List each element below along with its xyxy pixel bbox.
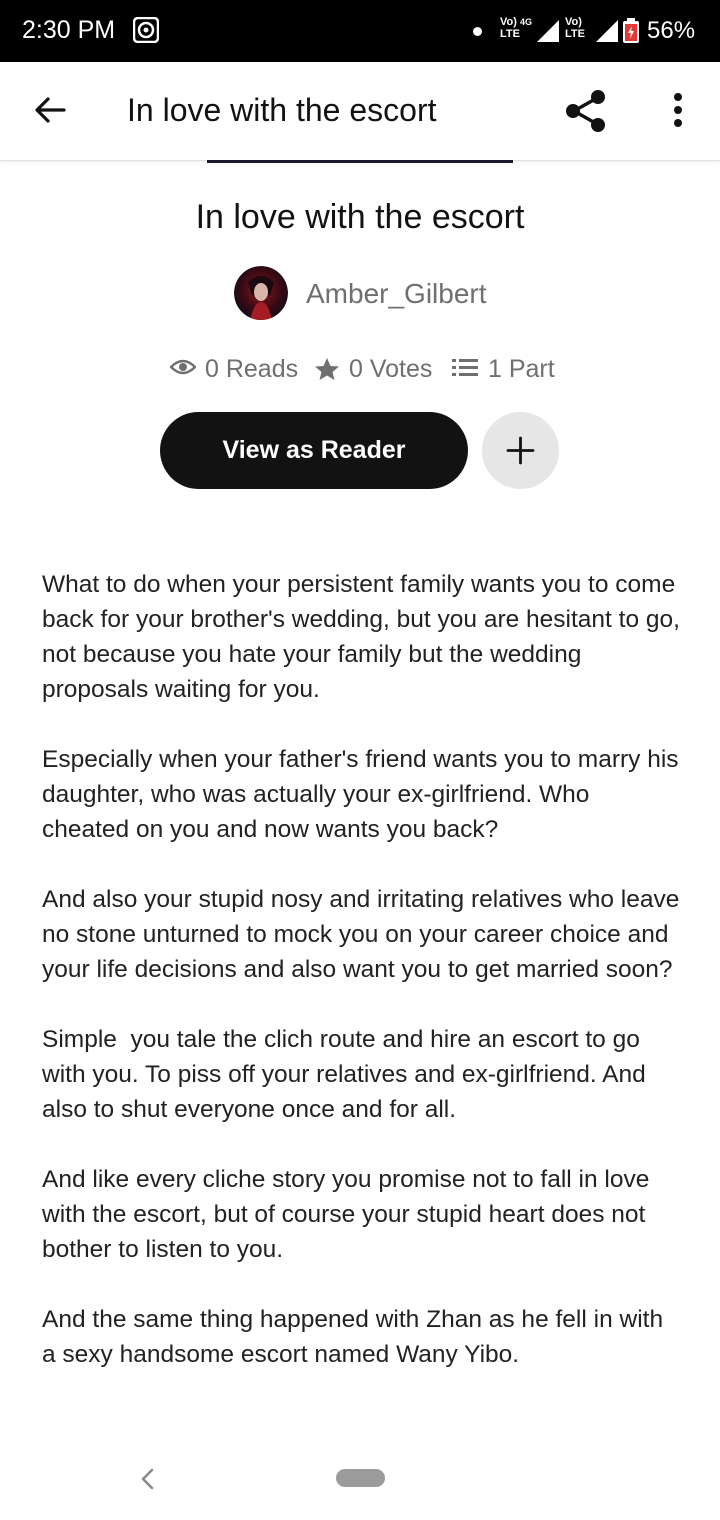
author-name[interactable]: Amber_Gilbert bbox=[306, 278, 487, 309]
back-arrow-icon[interactable] bbox=[30, 90, 70, 130]
more-vert-icon[interactable] bbox=[660, 90, 696, 130]
description-paragraph: And like every cliche story you promise not to fall in love with the escort, but of course your stupid heart does not bother to listen to you. bbox=[42, 1166, 657, 1263]
signal-icon bbox=[596, 20, 618, 42]
app-bar bbox=[0, 62, 720, 161]
parts-count: 1 Part bbox=[488, 355, 555, 383]
votes-count: 0 Votes bbox=[349, 355, 433, 383]
add-to-library-button[interactable] bbox=[482, 412, 559, 489]
notification-dot-icon bbox=[473, 27, 482, 36]
story-description bbox=[42, 567, 687, 1407]
system-nav-bar bbox=[0, 1440, 720, 1520]
app-bar-title: In love with the escort bbox=[127, 92, 437, 128]
plus-icon bbox=[506, 436, 535, 465]
description-paragraph: And the same thing happened with Zhan as he fell in with a sexy handsome escort named Wany Yibo. bbox=[42, 1306, 670, 1368]
description-paragraph: Especially when your father's friend wants you to marry his daughter, who was actually your ex-girlfriend. Who cheated on you and now wants you back? bbox=[42, 746, 686, 843]
share-icon[interactable] bbox=[562, 88, 610, 134]
description-paragraph: What to do when your persistent family wants you to come back for your brother's wedding, but you are hesitant to go, not because you hate your family but the wedding proposals waiting for you. bbox=[42, 571, 687, 703]
cover-image-edge bbox=[207, 160, 513, 163]
nav-home-pill[interactable] bbox=[336, 1469, 385, 1487]
avatar[interactable] bbox=[234, 266, 288, 320]
battery-icon bbox=[622, 18, 640, 44]
list-icon bbox=[452, 357, 478, 379]
status-time: 2:30 PM bbox=[22, 16, 116, 44]
reads-count: 0 Reads bbox=[205, 355, 299, 383]
network-indicator-2: Vo) LTE bbox=[565, 16, 585, 40]
nav-back-icon[interactable] bbox=[138, 1467, 158, 1491]
story-title: In love with the escort bbox=[195, 198, 525, 236]
view-as-reader-button[interactable]: View as Reader bbox=[160, 412, 468, 489]
status-bar bbox=[0, 0, 720, 62]
eye-icon bbox=[170, 357, 196, 377]
cast-icon bbox=[133, 17, 159, 43]
description-paragraph: And also your stupid nosy and irritating relatives who leave no stone unturned to mock you on your career choice and your life decisions and also want you to get married soon? bbox=[42, 886, 687, 983]
battery-percent: 56% bbox=[647, 17, 696, 44]
description-paragraph: Simple you tale the clich route and hire an escort to go with you. To piss off your relatives and ex-girlfriend. And also to shut everyone once and for all. bbox=[42, 1026, 653, 1123]
signal-icon bbox=[537, 20, 559, 42]
star-icon bbox=[314, 357, 340, 381]
network-indicator-1: Vo) 4G LTE bbox=[500, 16, 532, 40]
